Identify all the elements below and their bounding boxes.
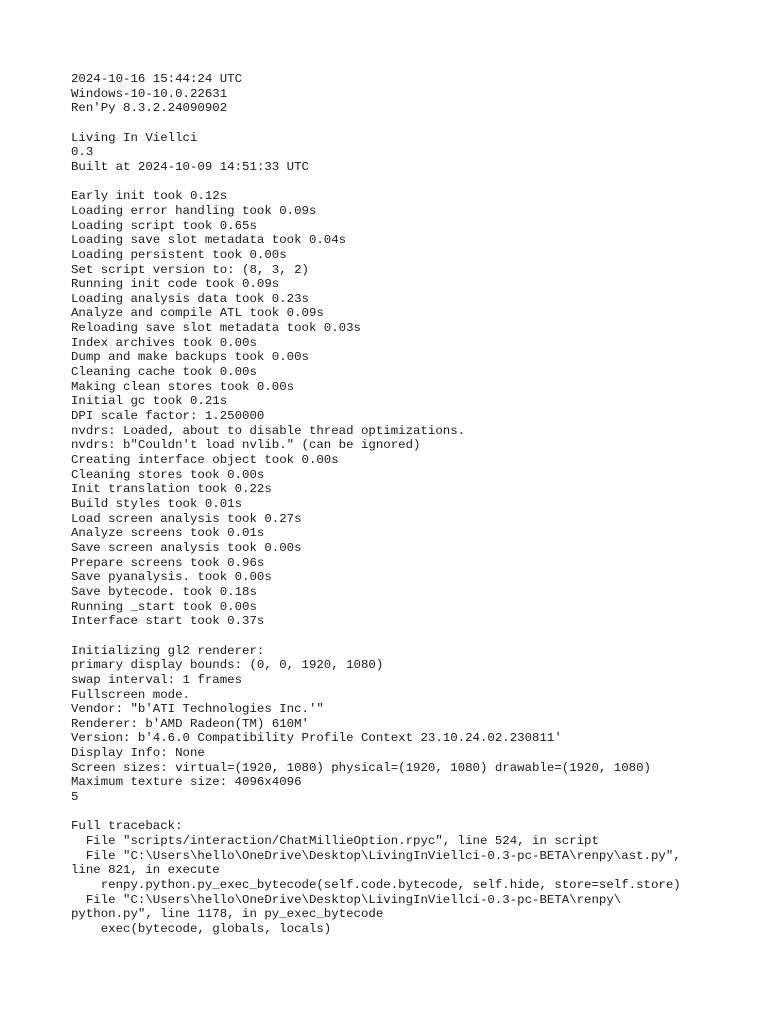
log-line: Save screen analysis took 0.00s — [71, 540, 302, 555]
os-version-line: Windows-10-10.0.22631 — [71, 86, 228, 101]
init-log — [71, 189, 761, 629]
log-line: Early init took 0.12s — [71, 189, 228, 204]
traceback-line: Full traceback: — [71, 819, 183, 834]
renderer-line: Vendor: "b'ATI Technologies Inc.'" — [71, 702, 324, 717]
traceback-line: exec(bytecode, globals, locals) — [71, 922, 332, 936]
log-line: Interface start took 0.37s — [71, 614, 265, 629]
traceback-line: File "scripts/interaction/ChatMillieOption.rpyc", line 524, in script — [71, 834, 599, 849]
traceback-line: renpy.python.py_exec_bytecode(self.code.bytecode, self.hide, store=self.store) — [71, 878, 681, 893]
log-line: Running _start took 0.00s — [71, 599, 257, 614]
log-line: Cleaning stores took 0.00s — [71, 467, 265, 482]
log-line: Analyze screens took 0.01s — [71, 526, 265, 541]
log-line: Cleaning cache took 0.00s — [71, 365, 257, 380]
log-line: Creating interface object took 0.00s — [71, 453, 339, 468]
blank-line — [71, 805, 761, 820]
renderer-line: Display Info: None — [71, 746, 205, 761]
traceback-line: File "C:\Users\hello\OneDrive\Desktop\LivingInViellci-0.3-pc-BETA\renpy\ — [71, 892, 622, 907]
renderer-line: Version: b'4.6.0 Compatibility Profile Context 23.10.24.02.230811' — [71, 731, 562, 746]
log-line: Making clean stores took 0.00s — [71, 379, 295, 394]
log-line: nvdrs: Loaded, about to disable thread optimizations. — [71, 423, 466, 438]
log-line: Save pyanalysis. took 0.00s — [71, 570, 272, 585]
blank-line — [71, 116, 761, 131]
system-header — [71, 72, 761, 116]
log-line: Build styles took 0.01s — [71, 497, 243, 511]
log-line: DPI scale factor: 1.250000 — [71, 409, 265, 424]
log-line: Save bytecode. took 0.18s — [71, 584, 257, 599]
log-line: nvdrs: b"Couldn't load nvlib." (can be ignored) — [71, 438, 421, 453]
log-line: Initial gc took 0.21s — [71, 394, 228, 409]
build-date-line: Built at 2024-10-09 14:51:33 UTC — [71, 159, 309, 174]
log-line: Analyze and compile ATL took 0.09s — [71, 306, 324, 321]
log-line: Init translation took 0.22s — [71, 482, 272, 497]
log-line: Running init code took 0.09s — [71, 277, 280, 292]
game-title-line: Living In Viellci — [71, 130, 198, 145]
log-document — [71, 72, 761, 937]
log-line: Loading analysis data took 0.23s — [71, 291, 309, 306]
renderer-line: Maximum texture size: 4096x4096 — [71, 775, 302, 790]
timestamp-line: 2024-10-16 15:44:24 UTC — [71, 72, 243, 86]
blank-line — [71, 175, 761, 190]
log-line: Loading error handling took 0.09s — [71, 203, 317, 218]
renderer-line: primary display bounds: (0, 0, 1920, 1080) — [71, 658, 384, 673]
renderer-line: Screen sizes: virtual=(1920, 1080) physical=(1920, 1080) drawable=(1920, 1080) — [71, 760, 651, 775]
renderer-line: Fullscreen mode. — [71, 687, 190, 702]
log-line: Reloading save slot metadata took 0.03s — [71, 321, 361, 336]
log-line: Loading save slot metadata took 0.04s — [71, 233, 347, 248]
log-line: Set script version to: (8, 3, 2) — [71, 262, 309, 277]
renderer-line: swap interval: 1 frames — [71, 672, 243, 687]
traceback-line: python.py", line 1178, in py_exec_bytecode — [71, 907, 384, 922]
renderer-line: 5 — [71, 790, 79, 805]
log-line: Load screen analysis took 0.27s — [71, 511, 302, 526]
log-line: Index archives took 0.00s — [71, 335, 257, 350]
renpy-version-line: Ren'Py 8.3.2.24090902 — [71, 101, 228, 116]
log-line: Loading persistent took 0.00s — [71, 247, 287, 262]
renderer-line: Initializing gl2 renderer: — [71, 643, 265, 658]
renderer-line: Renderer: b'AMD Radeon(TM) 610M' — [71, 716, 309, 731]
traceback-line: File "C:\Users\hello\OneDrive\Desktop\LivingInViellci-0.3-pc-BETA\renpy\ast.py", — [71, 848, 681, 863]
log-line: Loading script took 0.65s — [71, 218, 257, 233]
game-version-line: 0.3 — [71, 145, 94, 160]
game-info — [71, 131, 761, 175]
log-line: Dump and make backups took 0.00s — [71, 350, 309, 365]
renderer-info — [71, 644, 761, 805]
log-line: Prepare screens took 0.96s — [71, 555, 265, 570]
traceback-line: line 821, in execute — [71, 863, 220, 878]
blank-line — [71, 629, 761, 644]
traceback — [71, 819, 761, 936]
